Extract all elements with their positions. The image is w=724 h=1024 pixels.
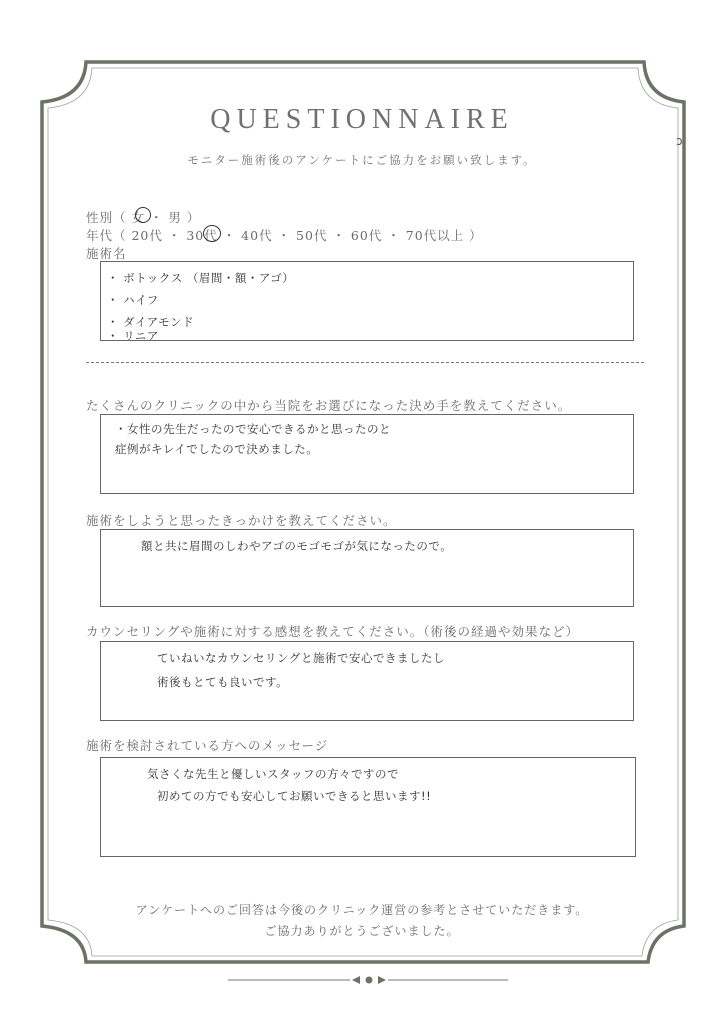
- question-3-label: カウンセリングや施術に対する感想を教えてください。（術後の経過や効果など）: [86, 624, 580, 639]
- footer-note: アンケートへのご回答は今後のクリニック運営の参考とさせていただきます。: [135, 903, 589, 917]
- section-divider: [86, 362, 644, 363]
- treatment-name-label: 施術名: [86, 246, 127, 261]
- answer-line: ていねいなカウンセリングと施術で安心できましたし: [157, 651, 445, 665]
- question-4-label: 施術を検討されている方へのメッセージ: [86, 738, 329, 753]
- treatment-item: ・ ダイアモンド: [107, 315, 195, 329]
- answer-line: ・女性の先生だったので安心できるかと思ったのと: [115, 422, 391, 436]
- stray-mark: ɔ: [676, 134, 683, 148]
- treatment-name-box: [100, 261, 634, 341]
- treatment-item: ・ ハイフ: [107, 293, 159, 307]
- answer-line: 術後もとても良いです。: [157, 675, 289, 689]
- question-2-label: 施術をしようと思ったきっかけを教えてください。: [86, 513, 397, 528]
- age-field: 年代（ 20代 ・ 30代 ・ 40代 ・ 50代 ・ 60代 ・ 70代以上 ）: [86, 228, 483, 243]
- bottom-ornament: [228, 976, 508, 984]
- answer-line: 症例がキレイでしたので決めました。: [115, 442, 319, 456]
- selected-circle-mark: [203, 225, 221, 242]
- answer-line: 初めての方でも安心してお願いできると思います!!: [157, 789, 432, 803]
- answer-3-box: [100, 641, 634, 721]
- footer-thanks: ご協力ありがとうございました。: [264, 924, 460, 938]
- answer-2-box: [100, 529, 634, 607]
- selected-circle-mark: [135, 207, 151, 223]
- answer-4-box: [100, 757, 636, 857]
- answer-line: 額と共に眉間のしわやアゴのモゴモゴが気になったので。: [141, 539, 453, 553]
- treatment-item: ・ ボトックス （眉間・額・アゴ）: [107, 271, 295, 285]
- treatment-item: ・ リニア: [107, 329, 159, 343]
- answer-1-box: [100, 414, 634, 494]
- answer-line: 気さくな先生と優しいスタッフの方々ですので: [147, 767, 399, 781]
- page-subtitle: モニター施術後のアンケートにご協力をお願い致します。: [187, 153, 537, 167]
- gender-field: 性別（ 女 ・ 男 ）: [86, 210, 201, 225]
- question-1-label: たくさんのクリニックの中から当院をお選びになった決め手を教えてください。: [86, 398, 572, 413]
- page-title: QUESTIONNAIRE: [210, 104, 514, 135]
